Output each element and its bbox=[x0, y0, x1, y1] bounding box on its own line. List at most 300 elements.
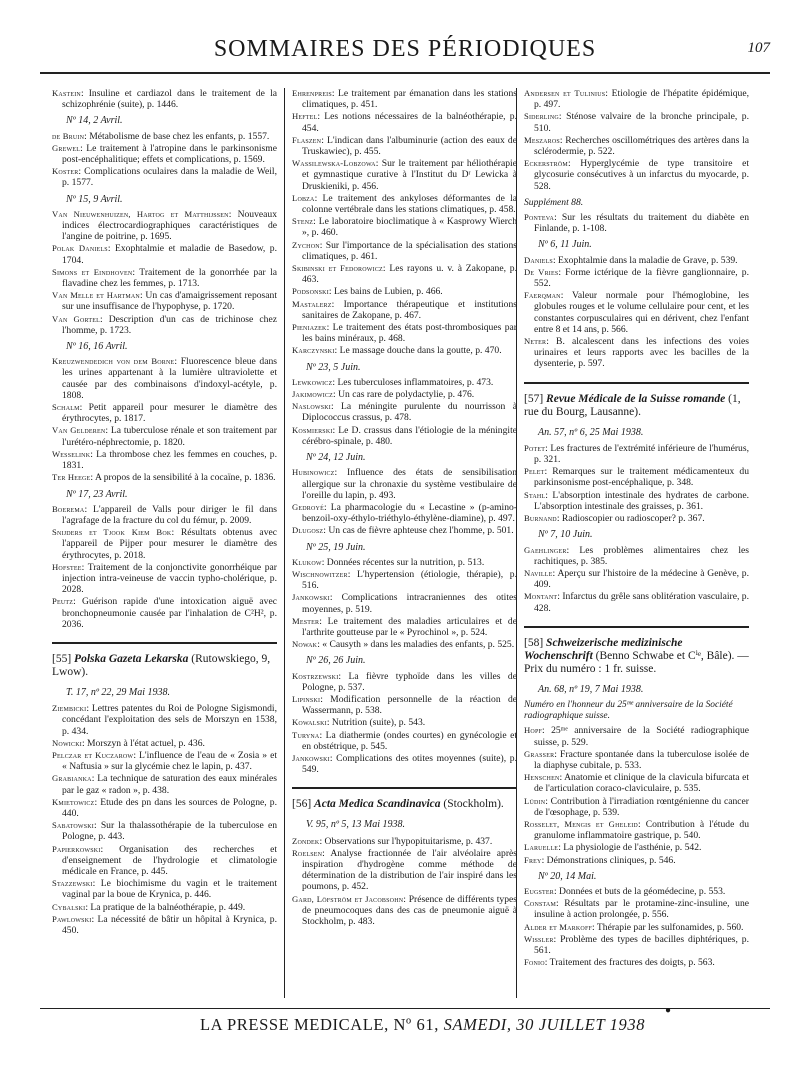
entry bbox=[292, 694, 517, 716]
entry-text: : Sur les résultats du traitement du diabète en Finlande, p. 1-108. bbox=[534, 212, 749, 235]
entry-text: : Infarctus du grêle sans oblitération vasculaire, p. 428. bbox=[534, 591, 749, 614]
entry-text: : L'indican dans l'albuminurie (action des eaux de Truskawiec), p. 455. bbox=[302, 134, 517, 158]
entry-author: Constam bbox=[524, 898, 556, 909]
entry-author: Lewkowicz bbox=[292, 376, 333, 387]
entry-text: : La physiologie de l'asthénie, p. 542. bbox=[558, 842, 702, 854]
entry-text: : Le traitement des ankyloses déformantes de la colonne vertébrale dans les stations climatiques, p. 458. bbox=[302, 192, 517, 216]
entry-author: de Bruin bbox=[52, 130, 85, 141]
entry-author: Stazzewski bbox=[52, 878, 93, 889]
entry-author: Podsonski bbox=[292, 286, 329, 297]
entry-author: Naslowski bbox=[292, 401, 332, 412]
entry-text: : Le traitement des états post-thrombosiques par les bains minéraux, p. 468. bbox=[302, 322, 517, 345]
issue-number: Nº 16, 16 Avril. bbox=[66, 341, 128, 353]
entry-text: : Contribution à l'étude du granulome inflammatoire gastrique, p. 540. bbox=[534, 818, 749, 842]
entry-author: Van Nieuwenhuizen, Hartog et Matthijssen bbox=[52, 208, 229, 219]
entry bbox=[524, 819, 749, 841]
entry bbox=[52, 797, 277, 819]
entry-author: Potet bbox=[524, 442, 546, 453]
entry bbox=[52, 209, 277, 243]
entry bbox=[292, 389, 517, 400]
entry-author: Grewel bbox=[52, 142, 81, 153]
entry-author: Schalm bbox=[52, 402, 80, 413]
journal-place: (Rutowskiego, 9, Lwow). bbox=[52, 652, 271, 678]
entry-author: Polak Daniels bbox=[52, 243, 108, 254]
entry bbox=[52, 844, 277, 878]
entry-author: Ehrenpreis bbox=[292, 88, 332, 98]
entry-author: Wassilewska-Lobzowa bbox=[292, 158, 376, 169]
entry-author: Heftel bbox=[292, 111, 318, 122]
entry-text: : L'absorption intestinale des hydrates de carbone. L'absorption intestinale des graisses, p. 361. bbox=[534, 489, 749, 512]
entry-text: : Données et buts de la géomédecine, p. 553. bbox=[553, 885, 726, 897]
entry-text: : Nutrition (suite), p. 543. bbox=[326, 717, 426, 729]
entry-author: Naville bbox=[524, 567, 553, 578]
entry-author: Klukow bbox=[292, 556, 322, 567]
entry bbox=[524, 158, 749, 192]
entry-text: : Les notions nécessaires de la balnéothérapie, p. 454. bbox=[302, 111, 517, 134]
entry-text: : Insuline et cardiazol dans le traitement de la schizophrénie (suite), p. 1446. bbox=[62, 88, 277, 111]
issue-number: Nº 20, 14 Mai. bbox=[538, 870, 597, 882]
entry bbox=[524, 255, 749, 266]
entry-author: Kostrzewski bbox=[292, 670, 339, 681]
entry bbox=[52, 290, 277, 312]
journal-place: (1, rue du Bourg, Lausanne). bbox=[524, 392, 741, 418]
entry-author: Ter Heege bbox=[52, 472, 91, 483]
entry-author: Boerema bbox=[52, 503, 85, 514]
entry-text: : Le traitement par émanation dans les stations climatiques, p. 451. bbox=[302, 88, 517, 111]
entry-author: Fonio bbox=[524, 957, 545, 968]
entry-author: Pieniazek bbox=[292, 322, 327, 333]
entry bbox=[52, 166, 277, 188]
entry-text: : B. alcalescent dans les infections des voies urinaires et leurs rapports avec les bacilles de la dysenterie, p. 597. bbox=[534, 336, 749, 370]
entry-text: : Un cas rare de polydactylie, p. 476. bbox=[333, 389, 475, 401]
entry-text: : Le traitement des maladies articulaires et de l'arthrite goutteuse par le « Pyrochinol », p. 524. bbox=[302, 615, 517, 638]
journal-title: Revue Médicale de la Suisse romande bbox=[546, 392, 726, 405]
entry-author: Faerqman bbox=[524, 290, 561, 301]
entry bbox=[52, 878, 277, 900]
entry bbox=[52, 131, 277, 142]
entry bbox=[292, 525, 517, 536]
footer-journal: LA PRESSE MEDICALE, bbox=[200, 1015, 389, 1034]
entry bbox=[524, 568, 749, 590]
entry-text: : Sur le traitement par héliothérapie et gymnastique curative à l'Institut du Dʳ Lewicka à Druskieniki, p. 456. bbox=[302, 158, 517, 192]
entry-text: : Recherches oscillométriques des artères dans la sclérodermie, p. 522. bbox=[534, 134, 749, 158]
entry-text: : Le D. crassus dans l'étiologie de la méningite cérébro-spinale, p. 480. bbox=[302, 424, 517, 447]
entry-author: Andersen et Tulinius bbox=[524, 88, 606, 98]
entry bbox=[52, 143, 277, 165]
entry bbox=[524, 934, 749, 956]
entry bbox=[292, 467, 517, 501]
entry-text: : Les fractures de l'extrémité inférieure de l'humérus, p. 321. bbox=[534, 442, 749, 466]
entry bbox=[524, 490, 749, 512]
entry-author: Eckerström bbox=[524, 158, 568, 169]
entry bbox=[524, 796, 749, 818]
entry-text: : Etiologie de l'hépatite épidémique, p. 497. bbox=[534, 88, 749, 111]
entry bbox=[52, 356, 277, 401]
journal-number: [56] bbox=[292, 798, 312, 811]
journal-title: Polska Gazeta Lekarska bbox=[74, 652, 189, 665]
entry bbox=[292, 639, 517, 650]
entry bbox=[524, 545, 749, 567]
entry-author: Henschen bbox=[524, 772, 560, 783]
entry-text: : Exophtalmie et maladie de Basedow, p. 1704. bbox=[62, 243, 277, 266]
page-header bbox=[40, 36, 770, 74]
entry-author: Alder et Markoff bbox=[524, 921, 593, 932]
entry-text: : La thrombose chez les femmes en couches, p. 1831. bbox=[62, 448, 277, 472]
journal-title: Acta Medica Scandinavica bbox=[314, 798, 441, 811]
entry-text: : Complications intracraniennes des otites moyennes, p. 519. bbox=[302, 592, 517, 615]
entry-author: Van Melle et Hartman bbox=[52, 290, 140, 301]
entry-text: : Données récentes sur la nutrition, p. 513. bbox=[321, 556, 485, 568]
entry-author: Sabatowski bbox=[52, 820, 95, 831]
entry-text: : Les tuberculoses inflammatoires, p. 473. bbox=[332, 376, 494, 388]
column-left bbox=[52, 88, 277, 937]
entry-text: : Importance thérapeutique et institutions sanitaires de Zakopane, p. 467. bbox=[302, 298, 517, 321]
entry-author: Pelczar et Kuczarow bbox=[52, 749, 134, 760]
entry-text: : Le traitement à l'atropine dans le parkinsonisme post-encéphalitique; effets et complications, p. 1569. bbox=[62, 142, 277, 166]
entry-text: : Petit appareil pour mesurer le diamètre des érythrocytes, p. 1817. bbox=[62, 402, 277, 425]
entry-text: : Les rayons u. v. à Zakopane, p. 463. bbox=[302, 263, 517, 286]
entry bbox=[52, 243, 277, 265]
entry-text: : Modification personnelle de la réaction de Wassermann, p. 538. bbox=[302, 693, 517, 717]
entry bbox=[292, 135, 517, 157]
entry-author: Flaszen bbox=[292, 134, 322, 145]
special-issue-note: Numéro en l'honneur du 25ᵐᵉ anniversaire de la Société radiographique suisse. bbox=[524, 699, 733, 722]
entry-text: : Hyperglycémie de type transitoire et glycosurie consécutives à un infarctus du myocarde, p. 528. bbox=[534, 158, 749, 192]
entry-author: Grabianka bbox=[52, 773, 92, 784]
entry bbox=[292, 299, 517, 321]
entry-text: : L'influence de l'eau de « Zosia » et « Naftusia » sur la glycémie chez le lapin, p. 437. bbox=[62, 749, 277, 773]
issue-number: Nº 17, 23 Avril. bbox=[66, 488, 128, 500]
entry bbox=[524, 466, 749, 488]
entry bbox=[292, 836, 517, 847]
journal-heading bbox=[52, 642, 277, 679]
entry-text: : La nécessité de bâtir un hôpital à Krynica, p. 450. bbox=[62, 913, 277, 936]
entry bbox=[524, 725, 749, 747]
entry-text: : Fluorescence bleue dans les urines appartenant à la lumière ultraviolette et causée par des combinaisons d'indoxyl-acétyle, p. 1808. bbox=[62, 356, 277, 401]
entry-text: : Les problèmes alimentaires chez les rachitiques, p. 385. bbox=[534, 544, 749, 567]
entry-text: : Un cas d'amaigrissement reposant sur une insuffisance de l'hypophyse, p. 1720. bbox=[62, 290, 277, 313]
entry-text: : Lettres patentes du Roi de Pologne Sigismondi, concédant l'exploitation des sels de Morszyn en 1538, p. 434. bbox=[62, 703, 277, 737]
entry bbox=[52, 314, 277, 336]
entry-author: Turyna bbox=[292, 729, 320, 740]
entry-author: Gard, Löfström et Jacobsohn bbox=[292, 893, 404, 904]
entry-author: Hofstee bbox=[52, 561, 82, 572]
entry bbox=[292, 240, 517, 262]
entry bbox=[52, 596, 277, 630]
entry-text: : Les bains de Lubien, p. 466. bbox=[328, 286, 443, 298]
entry-author: Eugster bbox=[524, 885, 554, 896]
entry-author: Jakimowicz bbox=[292, 389, 334, 400]
entry-text: : La diathermie (ondes courtes) en gynécologie et en obstétrique, p. 545. bbox=[302, 729, 517, 752]
entry-author: Gedroyé bbox=[292, 501, 324, 512]
entry bbox=[524, 842, 749, 853]
entry-text: : Métabolisme de base chez les enfants, p. 1557. bbox=[84, 130, 270, 142]
entry-author: Papierkowski bbox=[52, 843, 101, 854]
page-number: 107 bbox=[747, 40, 770, 56]
entry bbox=[292, 263, 517, 285]
entry-text: : Influence des états de sensibilisation allergique sur la chronaxie du système vestibulaire de l'oreille du lapin, p. 493. bbox=[302, 467, 517, 501]
entry bbox=[524, 772, 749, 794]
entry bbox=[52, 773, 277, 795]
volume-line: An. 57, nº 6, 25 Mai 1938. bbox=[538, 426, 644, 438]
entry-author: Mester bbox=[292, 615, 320, 626]
entry-text: : A propos de la sensibilité à la cocaïne, p. 1836. bbox=[90, 472, 276, 484]
entry-author: Simons et Eindhoven bbox=[52, 266, 133, 277]
entry bbox=[524, 443, 749, 465]
issue-number: Nº 23, 5 Juin. bbox=[306, 361, 361, 373]
entry bbox=[524, 513, 749, 524]
entry-author: Mastalerz bbox=[292, 298, 332, 309]
entry bbox=[52, 472, 277, 483]
entry bbox=[292, 425, 517, 447]
entry-text: : Traitement des fractures des doigts, p. 563. bbox=[544, 957, 715, 969]
entry-text: : Complications oculaires dans la maladie de Weil, p. 1577. bbox=[62, 166, 277, 189]
entry-author: Kosmierski bbox=[292, 424, 333, 435]
journal-heading bbox=[292, 787, 517, 811]
entry-author: Zondek bbox=[292, 835, 320, 846]
entry bbox=[524, 886, 749, 897]
entry-author: Kowalski bbox=[292, 717, 327, 728]
journal-number: [58] bbox=[524, 636, 544, 649]
volume-line: V. 95, nº 5, 13 Mai 1938. bbox=[306, 819, 406, 831]
page-footer bbox=[40, 1005, 770, 1037]
entry bbox=[52, 88, 277, 110]
entry bbox=[52, 562, 277, 596]
entry-text: : Traitement de la conjonctivite gonorrhéique par injection intra-veineuse de vaccin typho-cholérique, p. 2028. bbox=[62, 561, 277, 596]
entry-author: Jankowski bbox=[292, 592, 330, 603]
entry-text: : Observations sur l'hypopituitarisme, p. 437. bbox=[319, 835, 493, 847]
entry-text: : Remarques sur le traitement médicamenteux du parkinsonisme post-encéphalique, p. 348. bbox=[534, 466, 749, 489]
entry bbox=[292, 557, 517, 568]
entry-author: Koster bbox=[52, 166, 79, 177]
entry bbox=[524, 898, 749, 920]
entry-text: : Exophtalmie dans la maladie de Grave, p. 539. bbox=[552, 254, 738, 266]
entry bbox=[52, 527, 277, 561]
entry bbox=[292, 193, 517, 215]
entry-author: Jankowski bbox=[292, 752, 330, 763]
entry bbox=[524, 957, 749, 968]
footer-date: SAMEDI, 30 JUILLET 1938 bbox=[443, 1015, 646, 1034]
entry bbox=[52, 820, 277, 842]
entry-text: : Contribution à l'irradiation rœntgénienne du cancer de l'œsophage, p. 539. bbox=[534, 795, 749, 818]
entry bbox=[292, 111, 517, 133]
entry-text: : Le laboratoire bioclimatique à « Kasprowy Wierch », p. 460. bbox=[302, 216, 517, 239]
entry-text: : Résultats par le protamine-zinc-insuline, une insuline à action prolongée, p. 556. bbox=[534, 898, 749, 921]
entry bbox=[292, 322, 517, 344]
entry bbox=[524, 290, 749, 335]
entry bbox=[524, 267, 749, 289]
journal-number: [57] bbox=[524, 392, 544, 405]
entry bbox=[524, 855, 749, 866]
entry-author: Siderling bbox=[524, 111, 559, 122]
entry bbox=[292, 286, 517, 297]
entry-text: : Traitement de la gonorrhée par la flavadine chez les femmes, p. 1713. bbox=[62, 266, 277, 290]
entry-author: Rosselet, Mengis et Gheleid bbox=[524, 818, 638, 829]
supplement-label: Supplément 88. bbox=[524, 196, 584, 208]
entry-author: Skibinski et Fedorowicz bbox=[292, 263, 383, 274]
entry bbox=[524, 336, 749, 370]
entry-text: : La fièvre typhoïde dans les villes de Pologne, p. 537. bbox=[302, 670, 517, 693]
page-title: SOMMAIRES DES PÉRIODIQUES bbox=[213, 36, 597, 62]
entry bbox=[524, 749, 749, 771]
entry bbox=[524, 111, 749, 133]
entry bbox=[292, 216, 517, 238]
entry bbox=[292, 894, 517, 928]
entry-author: Nowicki bbox=[52, 737, 82, 748]
entry-author: Lipinski bbox=[292, 693, 321, 704]
entry-text: : Sténose valvaire de la bronche principale, p. 510. bbox=[534, 111, 749, 134]
entry-author: Kreuzwendedich von dem Borne bbox=[52, 356, 175, 367]
entry-author: Ponteva bbox=[524, 212, 555, 223]
volume-line: An. 68, nº 19, 7 Mai 1938. bbox=[538, 683, 644, 695]
entry bbox=[524, 212, 749, 234]
entry-author: Burnand bbox=[524, 513, 557, 524]
entry-text: : Forme ictérique de la fièvre ganglionnaire, p. 552. bbox=[534, 266, 749, 290]
entry-text: : Radioscopier ou radioscoper? p. 367. bbox=[556, 513, 705, 525]
entry-author: Dlugosz bbox=[292, 525, 324, 536]
entry-text: : Aperçu sur l'histoire de la médecine à Genève, p. 409. bbox=[534, 567, 749, 591]
entry-text: : Analyse fractionnée de l'air alvéolaire après inspiration d'hydrogène comme méthode de détermination de la distribution de l'air inspiré dans les poumons, p. 452. bbox=[302, 847, 517, 893]
entry-author: Hubinowicz bbox=[292, 467, 335, 478]
entry bbox=[524, 922, 749, 933]
entry bbox=[52, 449, 277, 471]
entry-text: : La technique de saturation des eaux minérales par le gaz « radon », p. 438. bbox=[62, 773, 277, 796]
entry-text: : La tuberculose rénale et son traitement par l'urétéro-néphrectomie, p. 1820. bbox=[62, 425, 277, 448]
entry-author: Cybalski bbox=[52, 901, 86, 912]
entry-text: : Présence de différents types de pneumocoques dans des cas de pneumonie aiguë à Stockholm, p. 483. bbox=[302, 893, 518, 927]
entry-author: Karczynski bbox=[292, 345, 335, 356]
entry-author: Laruelle bbox=[524, 842, 559, 853]
column-right bbox=[524, 88, 749, 969]
entry-author: Zychon bbox=[292, 239, 320, 250]
entry-author: Kastein bbox=[52, 88, 81, 98]
entry bbox=[52, 738, 277, 749]
entry-text: : « Causyth » dans les maladies des enfants, p. 525. bbox=[317, 639, 515, 651]
entry-author: De Vries bbox=[524, 266, 559, 277]
entry-text: : Anatomie et clinique de la clavicula bifurcata et de l'articulation coraco-claviculaire, p. 535. bbox=[534, 772, 749, 795]
entry bbox=[292, 592, 517, 614]
entry-author: Gaehlinger bbox=[524, 544, 567, 555]
entry-author: Stenz bbox=[292, 216, 314, 227]
entry bbox=[52, 902, 277, 913]
entry-text: : L'appareil de Valls pour diriger le fil dans l'agrafage de la fracture du col du fémur, p. 2009. bbox=[62, 503, 277, 526]
column-middle bbox=[292, 88, 517, 928]
entry bbox=[52, 914, 277, 936]
entry-author: Wischnowitzer bbox=[292, 568, 348, 579]
journal-title: Schweizerische medizinische Wochenschrift bbox=[524, 636, 683, 662]
entry-author: Frey bbox=[524, 854, 542, 865]
entry-author: Lüdin bbox=[524, 795, 546, 806]
entry bbox=[292, 88, 517, 110]
entry-text: : Complications des otites moyennes (suite), p. 549. bbox=[302, 752, 517, 776]
entry-author: Lobza bbox=[292, 192, 315, 203]
entry bbox=[292, 616, 517, 638]
journal-place: (Benno Schwabe et Cⁱᵉ, Bâle). — Prix du numéro : 1 fr. suisse. bbox=[524, 649, 749, 675]
entry-author: Neter bbox=[524, 336, 547, 347]
entry-text: : Sur la thalassothérapie de la tuberculose en Pologne, p. 443. bbox=[62, 820, 277, 843]
entry-author: Wissler bbox=[524, 933, 554, 944]
entry bbox=[292, 717, 517, 728]
entry bbox=[292, 158, 517, 192]
issue-number: Nº 14, 2 Avril. bbox=[66, 115, 123, 127]
entry-text: : Fracture spontanée dans la tuberculose isolée de la diaphyse cubitale, p. 533. bbox=[534, 748, 749, 771]
entry-text: : Le massage douche dans la goutte, p. 470. bbox=[334, 345, 502, 357]
entry bbox=[292, 377, 517, 388]
entry-author: Pelet bbox=[524, 466, 545, 477]
entry bbox=[52, 267, 277, 289]
entry bbox=[292, 569, 517, 591]
issue-number: Nº 25, 19 Juin. bbox=[306, 541, 366, 553]
issue-number: Nº 7, 10 Juin. bbox=[538, 529, 593, 541]
entry bbox=[52, 425, 277, 447]
entry-text: : La pratique de la balnéothérapie, p. 449. bbox=[85, 901, 246, 913]
entry bbox=[292, 848, 517, 893]
entry bbox=[292, 345, 517, 356]
entry-author: Wesselink bbox=[52, 448, 91, 459]
issue-number: Nº 24, 12 Juin. bbox=[306, 452, 366, 464]
entry-text: : Problème des types de bacilles diphtériques, p. 561. bbox=[534, 933, 749, 956]
entry-text: : Organisation des recherches et d'enseignement de l'hydrologie et climatologie médicale en France, p. 445. bbox=[62, 843, 277, 877]
entry-text: : Un cas de fièvre aphteuse chez l'homme, p. 501. bbox=[323, 525, 514, 537]
entry-text: : Nouveaux indices électrocardiographiques caractéristiques de l'angine de poitrine, p. 1695. bbox=[62, 208, 277, 243]
entry-text: : 25ᵐᵉ anniversaire de la Société radiographique suisse, p. 529. bbox=[534, 725, 749, 748]
entry-text: : Guérison rapide d'une intoxication aiguë avec bronchopneumonie causée par l'inhalation de C²H², p. 2036. bbox=[62, 596, 277, 630]
entry-text: : Démonstrations cliniques, p. 546. bbox=[541, 854, 676, 866]
entry-author: Snijders et Tjook Kiem Bok bbox=[52, 527, 172, 538]
entry-author: Ziembicki bbox=[52, 703, 87, 714]
column-divider bbox=[284, 88, 285, 998]
entry bbox=[52, 402, 277, 424]
entry-text: : Description d'un cas de trichinose chez l'homme, p. 1723. bbox=[62, 313, 277, 336]
entry bbox=[52, 750, 277, 772]
footer-line bbox=[200, 1015, 645, 1035]
entry-text: : Thérapie par les sulfonamides, p. 560. bbox=[592, 921, 744, 933]
entry-author: Hopf bbox=[524, 725, 543, 736]
entry-author: Van Gelderen bbox=[52, 425, 106, 436]
decorative-dot-icon: ● bbox=[665, 1005, 672, 1016]
issue-number: Nº 15, 9 Avril. bbox=[66, 193, 123, 205]
entry bbox=[524, 135, 749, 157]
footer-issue: Nº 61, bbox=[393, 1015, 439, 1034]
entry-text: : La pharmacologie du « Lecastine » (p-amino-benzoil-oxy-éthylo-triéthylo-éthylène-diamine), p. 497. bbox=[302, 501, 517, 525]
issue-number: Nº 26, 26 Juin. bbox=[306, 655, 366, 667]
issue-number: Nº 6, 11 Juin. bbox=[538, 239, 592, 251]
entry bbox=[292, 730, 517, 752]
entry-author: Meszaros bbox=[524, 134, 560, 145]
entry bbox=[292, 401, 517, 423]
entry-author: Peutz bbox=[52, 596, 74, 607]
entry-text: : Etude des pn dans les sources de Pologne, p. 440. bbox=[62, 796, 277, 819]
journal-heading bbox=[524, 626, 749, 676]
volume-line: T. 17, nº 22, 29 Mai 1938. bbox=[66, 686, 171, 698]
entry bbox=[292, 502, 517, 524]
entry-author: Daniels bbox=[524, 254, 553, 265]
entry bbox=[52, 504, 277, 526]
journal-heading bbox=[524, 382, 749, 419]
entry-text: : Résultats obtenus avec l'appareil de Pijper pour mesurer le diamètre des érythrocytes, p. 2018. bbox=[62, 527, 278, 561]
journal-place: (Stockholm). bbox=[443, 798, 504, 811]
entry-author: Montant bbox=[524, 591, 558, 602]
entry-text: : Morszyn à l'état actuel, p. 436. bbox=[81, 737, 205, 749]
entry-text: : Valeur normale pour l'hémoglobine, les globules rouges et le volume cellulaire pour cent, et les constantes corpusculaires qui en dérivent, chez l'enfant entre 8 et 14 ans, p. 566. bbox=[534, 290, 749, 335]
entry-author: Grasser bbox=[524, 748, 555, 759]
entry-author: Van Gortel bbox=[52, 313, 100, 324]
entry bbox=[52, 703, 277, 737]
entry-text: : La méningite purulente du nourrisson à Diplococcus crassus, p. 478. bbox=[302, 401, 517, 424]
entry-author: Stahl bbox=[524, 489, 546, 500]
journal-number: [55] bbox=[52, 652, 72, 665]
entry-author: Pawlowski bbox=[52, 913, 92, 924]
